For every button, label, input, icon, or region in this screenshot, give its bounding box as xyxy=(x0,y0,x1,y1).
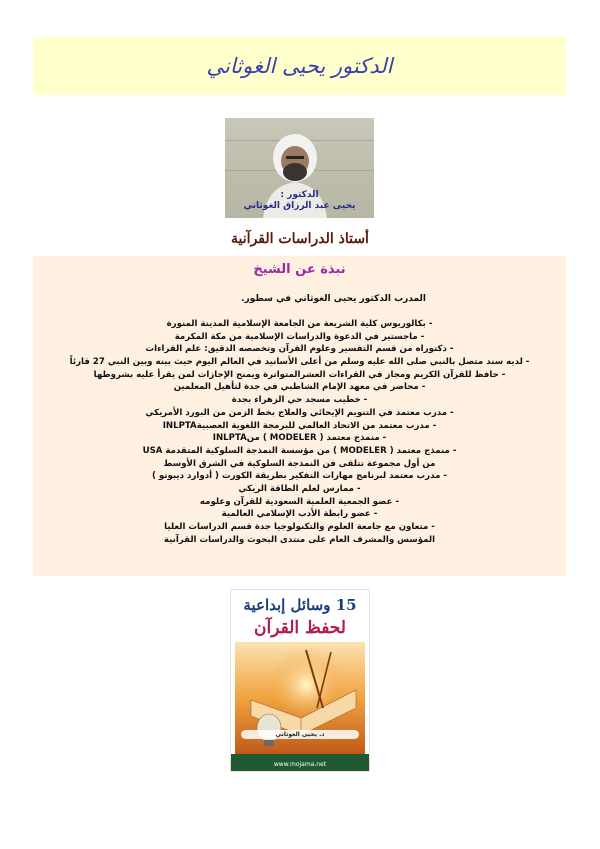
bio-intro: المدرب الدكتور يحيى الغوثاني في سطور. xyxy=(241,294,426,304)
bio-item: - محاضر في معهد الإمام الشاطبي في جدة لتأهيل المعلمين xyxy=(173,382,426,393)
bio-item: المؤسس والمشرف العام على منتدى البحوث والدراسات القرآنية xyxy=(163,534,436,545)
subtitle: أستاذ الدراسات القرآنية xyxy=(231,231,369,247)
bio-item: - مدرب معتمد من الاتحاد العالمي للبرمجة اللغوية العصبيةINLPTA xyxy=(162,420,437,431)
bio-item: - متعاون مع جامعة العلوم والتكنولوجيا جدة قسم الدراسات العليا xyxy=(164,522,435,532)
bio-item: - دكتوراه من قسم التفسير وعلوم القرآن وتخصصه الدقيق: علم القراءات xyxy=(145,344,454,355)
portrait-photo xyxy=(225,118,374,218)
bio-item: - منمذج معتمد ( MODELER ) من مؤسسة النمذجة السلوكية المتقدمة USA xyxy=(142,445,457,456)
bio-item: - عضو الجمعية العلمية السعودية للقرآن وعلومه xyxy=(199,496,400,507)
bio-item: - خطيب مسجد حي الزهراء بجدة xyxy=(231,395,368,406)
bio-item: - حافظ للقرآن الكريم ومجاز في القراءات العشرالمتواترة ويمنح الإجازات لمن يقرأ عليه بشروطها xyxy=(93,369,506,380)
title-banner xyxy=(33,37,566,95)
bio-item: - منمذج معتمد ( MODELER ) منINLPTA xyxy=(212,433,387,444)
bio-item: - ماجستير في الدعوة والدراسات الإسلامية من مكة المكرمة xyxy=(174,331,425,342)
bio-list xyxy=(53,318,546,546)
bio-box xyxy=(33,256,566,576)
photo-caption-line1: الدكتور : xyxy=(280,190,319,200)
bio-item: من أول مجموعة تتلقى فن النمذجة السلوكية في الشرق الأوسط xyxy=(163,458,436,469)
photo-caption-line2: يحيى عبد الرزاق الغوثاني xyxy=(243,201,356,211)
bio-item: - لديه سند متصل بالنبي صلى الله عليه وسلم من أعلى الأسانيد في العالم اليوم حيث بينه وبين النبي 27 قارئاً xyxy=(69,357,530,368)
bio-item: - عضو رابطة الأدب الإسلامي العالمية xyxy=(221,509,378,520)
bio-item: - مدرب معتمد في التنويم الإيحائي والعلاج بخط الزمن من البورد الأمريكي xyxy=(145,407,454,418)
photo-caption xyxy=(225,190,374,212)
bio-item: - مدرب معتمد لبرنامج مهارات التفكير بطريقة الكورت ( أدوارد ديبونو ) xyxy=(152,471,447,482)
bio-heading: نبذة عن الشيخ xyxy=(253,262,346,277)
book-cover xyxy=(231,590,369,771)
book-author: د. يحيى الغوثاني xyxy=(241,730,359,739)
bio-item: - ممارس لعلم الطاقة الريكي xyxy=(238,483,361,494)
book-title-line2: لحفظ القرآن xyxy=(254,618,346,638)
page-title: الدكتور يحيى الغوثاني xyxy=(206,54,393,78)
bio-item: - بكالوريوس كلية الشريعة من الجامعة الإسلامية المدينة المنورة xyxy=(166,319,433,329)
book-site: www.mojama.net xyxy=(273,761,327,768)
book-title-line1: 15 وسائل إبداعية xyxy=(243,596,357,614)
